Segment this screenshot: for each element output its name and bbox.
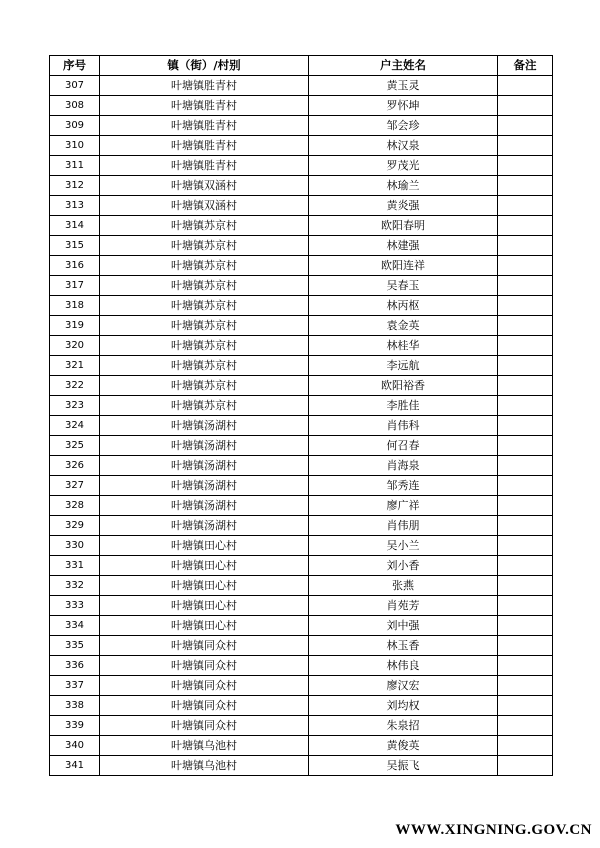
cell-no: 337 [50, 676, 100, 696]
table-row [50, 476, 553, 496]
cell-name: 欧阳春明 [309, 216, 498, 236]
cell-note [498, 656, 553, 676]
cell-no: 340 [50, 736, 100, 756]
cell-town: 叶塘镇苏京村 [100, 276, 309, 296]
cell-name: 肖伟朋 [309, 516, 498, 536]
cell-no: 338 [50, 696, 100, 716]
cell-note [498, 256, 553, 276]
cell-town: 叶塘镇苏京村 [100, 256, 309, 276]
cell-no: 331 [50, 556, 100, 576]
table-row [50, 396, 553, 416]
cell-name: 李远航 [309, 356, 498, 376]
table-row [50, 236, 553, 256]
cell-no: 339 [50, 716, 100, 736]
cell-town: 叶塘镇苏京村 [100, 316, 309, 336]
cell-no: 330 [50, 536, 100, 556]
cell-name: 肖苑芳 [309, 596, 498, 616]
cell-no: 314 [50, 216, 100, 236]
cell-note [498, 76, 553, 96]
cell-note [498, 536, 553, 556]
cell-name: 欧阳连祥 [309, 256, 498, 276]
cell-note [498, 136, 553, 156]
table-row [50, 436, 553, 456]
table-row [50, 576, 553, 596]
cell-note [498, 276, 553, 296]
cell-name: 何召春 [309, 436, 498, 456]
cell-note [498, 196, 553, 216]
cell-name: 袁金英 [309, 316, 498, 336]
cell-note [498, 296, 553, 316]
table-row [50, 676, 553, 696]
cell-no: 320 [50, 336, 100, 356]
cell-note [498, 116, 553, 136]
cell-town: 叶塘镇胜青村 [100, 136, 309, 156]
table-row [50, 496, 553, 516]
cell-note [498, 576, 553, 596]
cell-town: 叶塘镇田心村 [100, 576, 309, 596]
cell-note [498, 396, 553, 416]
cell-town: 叶塘镇苏京村 [100, 236, 309, 256]
cell-note [498, 376, 553, 396]
cell-no: 313 [50, 196, 100, 216]
table-body [50, 76, 553, 776]
cell-no: 327 [50, 476, 100, 496]
cell-no: 326 [50, 456, 100, 476]
cell-name: 肖伟科 [309, 416, 498, 436]
table-row [50, 456, 553, 476]
table-row [50, 696, 553, 716]
cell-name: 邹秀连 [309, 476, 498, 496]
cell-name: 李胜佳 [309, 396, 498, 416]
cell-town: 叶塘镇胜青村 [100, 76, 309, 96]
cell-town: 叶塘镇苏京村 [100, 396, 309, 416]
table-row [50, 276, 553, 296]
cell-town: 叶塘镇胜青村 [100, 116, 309, 136]
cell-no: 315 [50, 236, 100, 256]
cell-name: 黄玉灵 [309, 76, 498, 96]
cell-name: 肖海泉 [309, 456, 498, 476]
table-row [50, 196, 553, 216]
table-row [50, 616, 553, 636]
cell-no: 310 [50, 136, 100, 156]
cell-note [498, 476, 553, 496]
header-town: 镇（街）/村别 [100, 56, 309, 76]
cell-note [498, 216, 553, 236]
cell-note [498, 156, 553, 176]
cell-note [498, 756, 553, 776]
table-row [50, 76, 553, 96]
cell-name: 林汉泉 [309, 136, 498, 156]
table-row [50, 656, 553, 676]
cell-no: 333 [50, 596, 100, 616]
table-row [50, 416, 553, 436]
table-row [50, 256, 553, 276]
cell-note [498, 176, 553, 196]
cell-no: 336 [50, 656, 100, 676]
header-no: 序号 [50, 56, 100, 76]
cell-no: 329 [50, 516, 100, 536]
cell-no: 341 [50, 756, 100, 776]
cell-no: 334 [50, 616, 100, 636]
cell-note [498, 616, 553, 636]
table-row [50, 716, 553, 736]
cell-name: 黄炎强 [309, 196, 498, 216]
cell-note [498, 316, 553, 336]
cell-town: 叶塘镇汤湖村 [100, 516, 309, 536]
cell-town: 叶塘镇苏京村 [100, 356, 309, 376]
cell-note [498, 96, 553, 116]
cell-town: 叶塘镇田心村 [100, 596, 309, 616]
cell-name: 廖汉宏 [309, 676, 498, 696]
cell-name: 林玉香 [309, 636, 498, 656]
table-row [50, 156, 553, 176]
table-row [50, 596, 553, 616]
cell-name: 刘小香 [309, 556, 498, 576]
cell-name: 吴小兰 [309, 536, 498, 556]
cell-note [498, 596, 553, 616]
cell-note [498, 556, 553, 576]
cell-town: 叶塘镇同众村 [100, 696, 309, 716]
cell-no: 323 [50, 396, 100, 416]
cell-no: 307 [50, 76, 100, 96]
cell-town: 叶塘镇胜青村 [100, 156, 309, 176]
table-row [50, 516, 553, 536]
cell-no: 328 [50, 496, 100, 516]
cell-town: 叶塘镇同众村 [100, 676, 309, 696]
cell-town: 叶塘镇田心村 [100, 536, 309, 556]
cell-name: 林桂华 [309, 336, 498, 356]
cell-town: 叶塘镇双涵村 [100, 196, 309, 216]
table-row [50, 116, 553, 136]
cell-name: 张燕 [309, 576, 498, 596]
table-row [50, 736, 553, 756]
cell-note [498, 736, 553, 756]
cell-town: 叶塘镇苏京村 [100, 216, 309, 236]
cell-town: 叶塘镇苏京村 [100, 376, 309, 396]
cell-town: 叶塘镇田心村 [100, 616, 309, 636]
cell-name: 林建强 [309, 236, 498, 256]
cell-town: 叶塘镇汤湖村 [100, 436, 309, 456]
cell-name: 林丙枢 [309, 296, 498, 316]
cell-note [498, 356, 553, 376]
cell-name: 吴振飞 [309, 756, 498, 776]
cell-note [498, 496, 553, 516]
table-row [50, 336, 553, 356]
cell-town: 叶塘镇胜青村 [100, 96, 309, 116]
cell-note [498, 676, 553, 696]
table-row [50, 556, 553, 576]
cell-name: 吴春玉 [309, 276, 498, 296]
cell-no: 312 [50, 176, 100, 196]
cell-town: 叶塘镇汤湖村 [100, 476, 309, 496]
cell-name: 黄俊英 [309, 736, 498, 756]
cell-note [498, 436, 553, 456]
cell-note [498, 336, 553, 356]
cell-no: 318 [50, 296, 100, 316]
table-row [50, 96, 553, 116]
table-row [50, 316, 553, 336]
cell-name: 林伟良 [309, 656, 498, 676]
cell-no: 316 [50, 256, 100, 276]
cell-no: 317 [50, 276, 100, 296]
cell-note [498, 456, 553, 476]
cell-town: 叶塘镇双涵村 [100, 176, 309, 196]
site-url: WWW.XINGNING.GOV.CN [395, 822, 592, 838]
table-row [50, 296, 553, 316]
cell-town: 叶塘镇同众村 [100, 636, 309, 656]
cell-town: 叶塘镇乌池村 [100, 736, 309, 756]
cell-no: 325 [50, 436, 100, 456]
cell-name: 罗茂光 [309, 156, 498, 176]
table-header-row [50, 56, 553, 76]
table-row [50, 636, 553, 656]
table-row [50, 376, 553, 396]
cell-town: 叶塘镇苏京村 [100, 296, 309, 316]
cell-no: 308 [50, 96, 100, 116]
cell-no: 335 [50, 636, 100, 656]
table-row [50, 216, 553, 236]
cell-name: 欧阳裕香 [309, 376, 498, 396]
household-table [49, 55, 553, 776]
header-note: 备注 [498, 56, 553, 76]
cell-note [498, 416, 553, 436]
cell-note [498, 696, 553, 716]
cell-no: 321 [50, 356, 100, 376]
cell-name: 刘中强 [309, 616, 498, 636]
cell-town: 叶塘镇苏京村 [100, 336, 309, 356]
cell-note [498, 236, 553, 256]
cell-no: 309 [50, 116, 100, 136]
header-name: 户主姓名 [309, 56, 498, 76]
cell-town: 叶塘镇汤湖村 [100, 496, 309, 516]
cell-name: 廖广祥 [309, 496, 498, 516]
table-row [50, 136, 553, 156]
cell-no: 311 [50, 156, 100, 176]
cell-town: 叶塘镇汤湖村 [100, 416, 309, 436]
cell-no: 324 [50, 416, 100, 436]
cell-name: 邹会珍 [309, 116, 498, 136]
cell-name: 林瑜兰 [309, 176, 498, 196]
cell-town: 叶塘镇田心村 [100, 556, 309, 576]
cell-note [498, 636, 553, 656]
cell-name: 罗怀坤 [309, 96, 498, 116]
table-row [50, 356, 553, 376]
cell-no: 319 [50, 316, 100, 336]
table-row [50, 536, 553, 556]
cell-town: 叶塘镇同众村 [100, 716, 309, 736]
table-row [50, 176, 553, 196]
cell-town: 叶塘镇汤湖村 [100, 456, 309, 476]
cell-town: 叶塘镇乌池村 [100, 756, 309, 776]
cell-name: 朱泉招 [309, 716, 498, 736]
cell-no: 322 [50, 376, 100, 396]
table-row [50, 756, 553, 776]
cell-town: 叶塘镇同众村 [100, 656, 309, 676]
cell-note [498, 716, 553, 736]
cell-note [498, 516, 553, 536]
cell-no: 332 [50, 576, 100, 596]
cell-name: 刘均权 [309, 696, 498, 716]
